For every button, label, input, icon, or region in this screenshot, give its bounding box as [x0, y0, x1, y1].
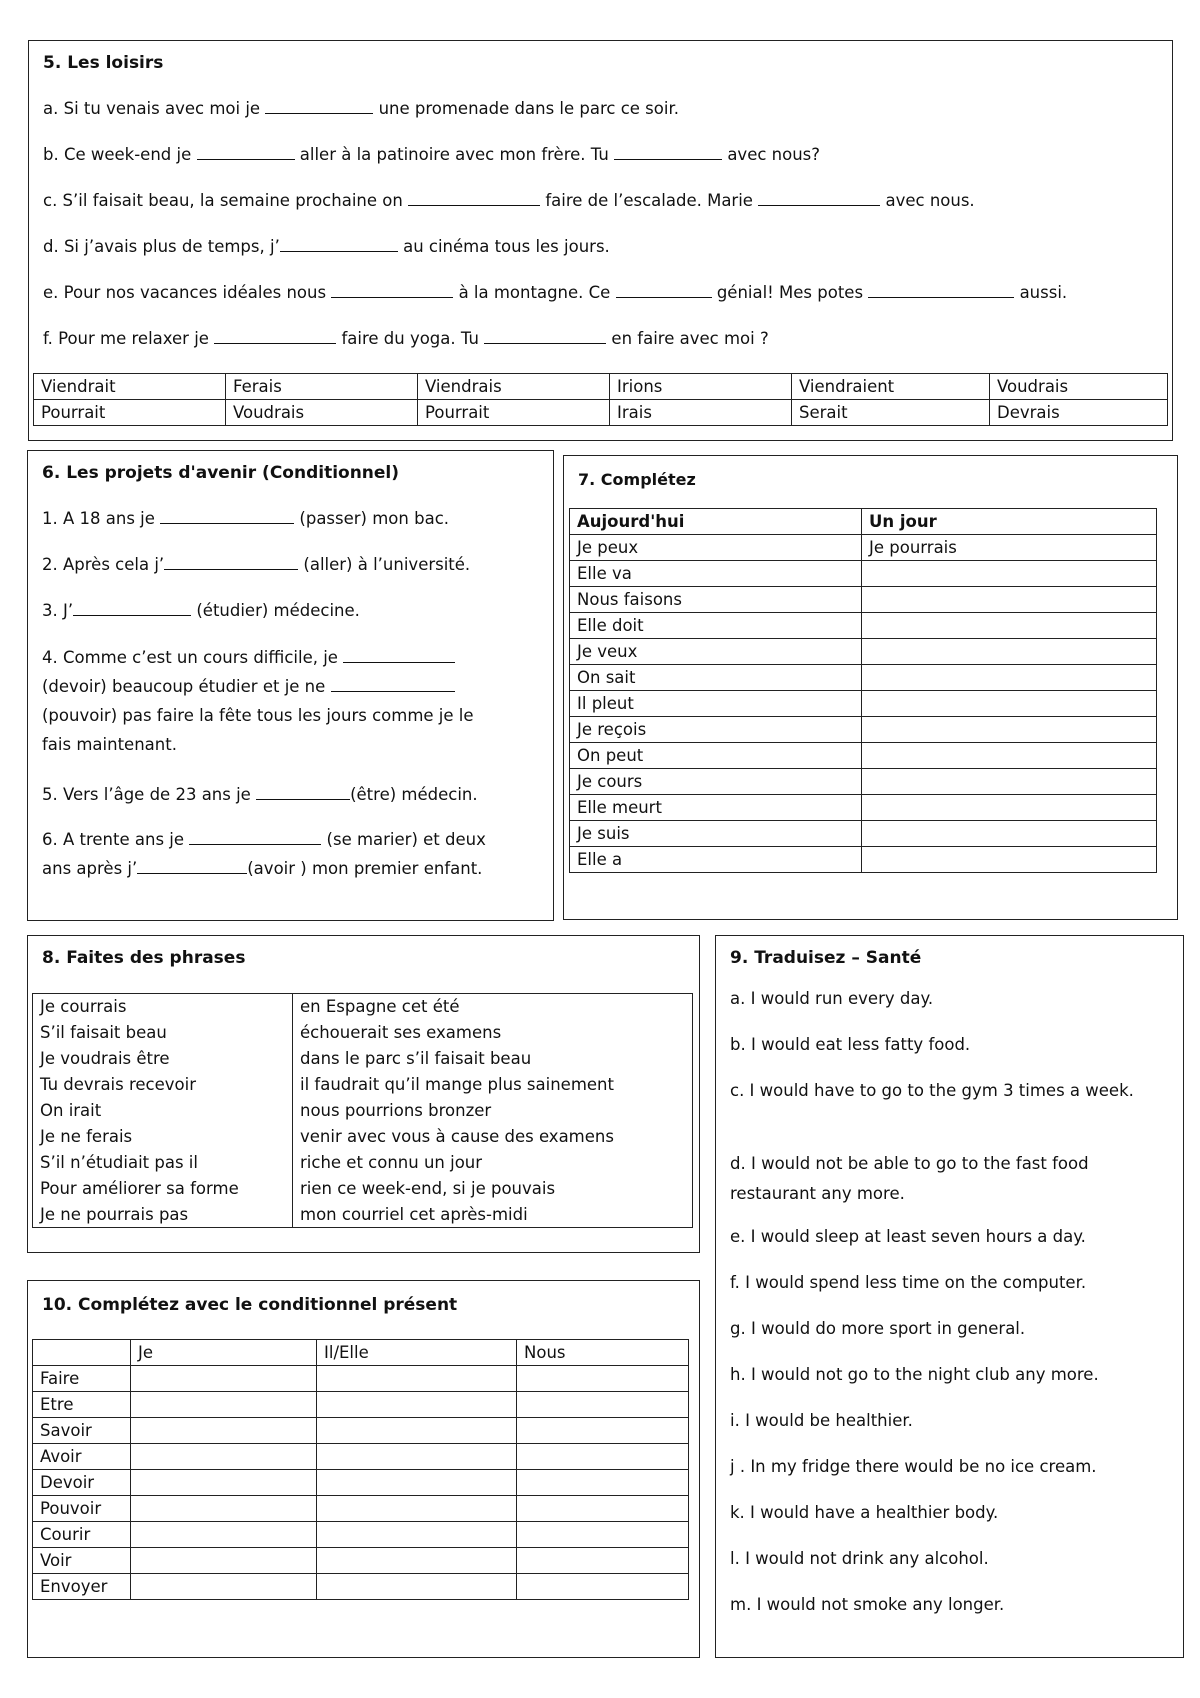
word-bank-cell: Pourrait	[34, 400, 226, 426]
today-cell: Il pleut	[570, 691, 862, 717]
verb-cell: Voir	[33, 1548, 131, 1574]
answer-blank[interactable]	[197, 145, 295, 160]
answer-cell[interactable]	[317, 1392, 517, 1418]
table-row	[570, 691, 1157, 717]
table-row	[33, 994, 693, 1020]
table-row	[33, 1150, 693, 1176]
answer-cell[interactable]	[317, 1496, 517, 1522]
answer-cell[interactable]	[131, 1522, 317, 1548]
table-row	[33, 1072, 693, 1098]
table-row	[33, 1522, 689, 1548]
exercise-5e: e. Pour nos vacances idéales nous à la montagne. Ce génial! Mes potes aussi.	[43, 283, 1068, 302]
section-6-title: 6. Les projets d'avenir (Conditionnel)	[42, 463, 400, 483]
translation-item: a. I would run every day.	[730, 989, 934, 1008]
exercise-5a: a. Si tu venais avec moi je une promenade dans le parc ce soir.	[43, 99, 679, 118]
section-5-title: 5. Les loisirs	[43, 53, 164, 73]
answer-cell[interactable]	[517, 1548, 689, 1574]
answer-blank[interactable]	[160, 509, 294, 524]
table-row	[33, 1444, 689, 1470]
translation-item: d. I would not be able to go to the fast food restaurant any more.	[730, 1154, 1089, 1203]
answer-cell[interactable]	[131, 1392, 317, 1418]
today-cell: Je cours	[570, 769, 862, 795]
today-cell: Elle doit	[570, 613, 862, 639]
answer-cell[interactable]	[517, 1522, 689, 1548]
sentence-start[interactable]: On irait	[33, 1098, 293, 1124]
verb-cell: Courir	[33, 1522, 131, 1548]
one-day-cell[interactable]	[862, 821, 1157, 847]
table-row	[33, 1470, 689, 1496]
word-bank-cell: Ferais	[226, 374, 418, 400]
translation-item: j . In my fridge there would be no ice cream.	[730, 1457, 1097, 1476]
exercise-5c: c. S’il faisait beau, la semaine prochaine on faire de l’escalade. Marie avec nous.	[43, 191, 975, 210]
answer-blank[interactable]	[164, 555, 298, 570]
exercise-5d: d. Si j’avais plus de temps, j’ au cinéma tous les jours.	[43, 237, 610, 256]
conditional-table	[32, 1339, 689, 1600]
table-row	[570, 847, 1157, 873]
table-row	[33, 1496, 689, 1522]
verb-cell: Devoir	[33, 1470, 131, 1496]
translation-item: m. I would not smoke any longer.	[730, 1595, 1005, 1614]
answer-cell[interactable]	[317, 1418, 517, 1444]
today-cell: Je peux	[570, 535, 862, 561]
answer-cell[interactable]	[131, 1366, 317, 1392]
answer-blank[interactable]	[614, 145, 722, 160]
answer-blank[interactable]	[408, 191, 540, 206]
conjugation-table	[569, 508, 1157, 873]
word-bank-table	[33, 373, 1168, 426]
answer-cell[interactable]	[317, 1522, 517, 1548]
answer-cell[interactable]	[131, 1548, 317, 1574]
answer-cell[interactable]	[317, 1470, 517, 1496]
word-bank-cell: Irais	[610, 400, 792, 426]
section-5	[28, 40, 1173, 441]
answer-blank[interactable]	[280, 237, 398, 252]
answer-cell[interactable]	[131, 1496, 317, 1522]
answer-cell[interactable]	[317, 1548, 517, 1574]
answer-cell[interactable]	[517, 1418, 689, 1444]
answer-cell[interactable]	[517, 1392, 689, 1418]
sentence-start[interactable]: Je courrais	[33, 994, 293, 1020]
answer-cell[interactable]	[517, 1470, 689, 1496]
word-bank-cell: Voudrais	[990, 374, 1168, 400]
answer-blank[interactable]	[616, 283, 712, 298]
one-day-cell[interactable]: Je pourrais	[862, 535, 1157, 561]
table-row	[33, 1418, 689, 1444]
sentence-end[interactable]: en Espagne cet été	[300, 997, 460, 1017]
translation-item: i. I would be healthier.	[730, 1411, 913, 1430]
section-9-title: 9. Traduisez – Santé	[730, 948, 922, 968]
exercise-6-1: 1. A 18 ans je (passer) mon bac.	[42, 509, 450, 528]
answer-blank[interactable]	[265, 99, 373, 114]
word-bank-cell: Irions	[610, 374, 792, 400]
table-header-row	[570, 509, 1157, 535]
one-day-cell[interactable]	[862, 639, 1157, 665]
answer-cell[interactable]	[517, 1496, 689, 1522]
table-row	[33, 1020, 693, 1046]
one-day-cell[interactable]	[862, 769, 1157, 795]
table-row	[33, 1574, 689, 1600]
sentence-start[interactable]: S’il n’étudiait pas il	[33, 1150, 293, 1176]
translation-item: e. I would sleep at least seven hours a day.	[730, 1227, 1086, 1246]
today-cell: Elle a	[570, 847, 862, 873]
table-row	[34, 374, 1168, 400]
word-bank-cell: Voudrais	[226, 400, 418, 426]
verb-cell: Pouvoir	[33, 1496, 131, 1522]
table-row	[33, 1098, 693, 1124]
translation-item: h. I would not go to the night club any more.	[730, 1365, 1099, 1384]
table-row	[570, 561, 1157, 587]
table-row	[33, 1392, 689, 1418]
answer-blank[interactable]	[137, 859, 247, 874]
table-row	[570, 535, 1157, 561]
section-9	[715, 935, 1184, 1658]
answer-cell[interactable]	[317, 1444, 517, 1470]
translation-item: b. I would eat less fatty food.	[730, 1035, 971, 1054]
column-header: Un jour	[862, 509, 1157, 535]
today-cell: On sait	[570, 665, 862, 691]
sentence-end[interactable]: venir avec vous à cause des examens	[300, 1127, 614, 1146]
one-day-cell[interactable]	[862, 587, 1157, 613]
exercise-6-6: 6. A trente ans je (se marier) et deux ans après j’ (avoir ) mon premier enfant.	[42, 830, 486, 878]
today-cell: Elle va	[570, 561, 862, 587]
answer-cell[interactable]	[517, 1574, 689, 1600]
exercise-6-4: 4. Comme c’est un cours difficile, je (devoir) beaucoup étudier et je ne (pouvoir) pas faire la fête tous les jours comme je le fais maintenant.	[42, 648, 474, 754]
sentence-end[interactable]: échouerait ses examens	[300, 1023, 502, 1042]
section-10-title: 10. Complétez avec le conditionnel présent	[42, 1295, 458, 1315]
section-10	[27, 1280, 700, 1658]
exercise-6-5: 5. Vers l’âge de 23 ans je (être) médecin.	[42, 785, 478, 804]
answer-cell[interactable]	[131, 1574, 317, 1600]
one-day-cell[interactable]	[862, 795, 1157, 821]
one-day-cell[interactable]	[862, 743, 1157, 769]
exercise-5f: f. Pour me relaxer je faire du yoga. Tu en faire avec moi ?	[43, 329, 769, 348]
table-row	[570, 665, 1157, 691]
one-day-cell[interactable]	[862, 561, 1157, 587]
section-7	[563, 455, 1178, 920]
sentence-start[interactable]: Tu devrais recevoir	[33, 1072, 293, 1098]
answer-cell[interactable]	[517, 1366, 689, 1392]
today-cell: Elle meurt	[570, 795, 862, 821]
table-row	[34, 400, 1168, 426]
one-day-cell[interactable]	[862, 717, 1157, 743]
translation-item: c. I would have to go to the gym 3 times a week.	[730, 1081, 1134, 1100]
section-8	[27, 935, 700, 1253]
sentence-end[interactable]: rien ce week-end, si je pouvais	[300, 1179, 556, 1198]
section-6	[27, 450, 554, 921]
answer-cell[interactable]	[517, 1444, 689, 1470]
table-row	[570, 795, 1157, 821]
column-header: Je	[131, 1340, 317, 1366]
table-row	[570, 821, 1157, 847]
answer-blank[interactable]	[331, 677, 455, 692]
table-row	[33, 1548, 689, 1574]
today-cell: On peut	[570, 743, 862, 769]
today-cell: Je veux	[570, 639, 862, 665]
table-row	[570, 743, 1157, 769]
answer-blank[interactable]	[256, 785, 350, 800]
answer-blank[interactable]	[73, 601, 191, 616]
table-row	[570, 587, 1157, 613]
answer-blank[interactable]	[343, 648, 455, 663]
table-row	[33, 1202, 693, 1228]
translation-item: f. I would spend less time on the computer.	[730, 1273, 1087, 1292]
one-day-cell[interactable]	[862, 691, 1157, 717]
answer-cell[interactable]	[317, 1574, 517, 1600]
verb-cell: Savoir	[33, 1418, 131, 1444]
today-cell: Je suis	[570, 821, 862, 847]
answer-blank[interactable]	[484, 329, 606, 344]
sentence-start[interactable]: S’il faisait beau	[33, 1020, 293, 1046]
verb-cell: Faire	[33, 1366, 131, 1392]
one-day-cell[interactable]	[862, 665, 1157, 691]
answer-blank[interactable]	[331, 283, 453, 298]
table-row	[570, 769, 1157, 795]
answer-cell[interactable]	[131, 1470, 317, 1496]
answer-cell[interactable]	[131, 1444, 317, 1470]
column-header: Aujourd'hui	[570, 509, 862, 535]
sentence-start[interactable]: Je voudrais être	[33, 1046, 293, 1072]
column-header: Il/Elle	[317, 1340, 517, 1366]
word-bank-cell: Viendraient	[792, 374, 990, 400]
sentence-start[interactable]: Pour améliorer sa forme	[33, 1176, 293, 1202]
word-bank-cell: Devrais	[990, 400, 1168, 426]
table-row	[33, 1366, 689, 1392]
today-cell: Je reçois	[570, 717, 862, 743]
translation-item: g. I would do more sport in general.	[730, 1319, 1026, 1338]
exercise-6-2: 2. Après cela j’ (aller) à l’université.	[42, 555, 471, 574]
answer-blank[interactable]	[868, 283, 1014, 298]
table-row	[570, 639, 1157, 665]
table-row	[570, 613, 1157, 639]
sentence-end[interactable]: il faudrait qu’il mange plus sainement	[300, 1075, 614, 1094]
answer-cell[interactable]	[317, 1366, 517, 1392]
sentence-end[interactable]: mon courriel cet après-midi	[300, 1204, 528, 1224]
answer-cell[interactable]	[131, 1418, 317, 1444]
verb-cell: Envoyer	[33, 1574, 131, 1600]
one-day-cell[interactable]	[862, 847, 1157, 873]
table-row	[33, 1176, 693, 1202]
column-header	[33, 1340, 131, 1366]
translation-item: k. I would have a healthier body.	[730, 1503, 999, 1522]
column-header: Nous	[517, 1340, 689, 1366]
section-8-title: 8. Faites des phrases	[42, 948, 246, 968]
answer-blank[interactable]	[189, 830, 321, 845]
sentence-end[interactable]: nous pourrions bronzer	[300, 1101, 492, 1120]
exercise-6-3: 3. J’ (étudier) médecine.	[42, 601, 360, 620]
one-day-cell[interactable]	[862, 613, 1157, 639]
verb-cell: Avoir	[33, 1444, 131, 1470]
word-bank-cell: Pourrait	[418, 400, 610, 426]
word-bank-cell: Viendrais	[418, 374, 610, 400]
sentence-start[interactable]: Je ne ferais	[33, 1124, 293, 1150]
sentence-end[interactable]: riche et connu un jour	[300, 1153, 483, 1172]
table-row	[570, 717, 1157, 743]
answer-blank[interactable]	[214, 329, 336, 344]
exercise-5b: b. Ce week-end je aller à la patinoire avec mon frère. Tu avec nous?	[43, 145, 821, 164]
table-row	[33, 1046, 693, 1072]
table-header-row	[33, 1340, 689, 1366]
word-bank-cell: Serait	[792, 400, 990, 426]
answer-blank[interactable]	[758, 191, 880, 206]
sentence-end[interactable]: dans le parc s’il faisait beau	[300, 1049, 532, 1068]
today-cell: Nous faisons	[570, 587, 862, 613]
table-row	[33, 1124, 693, 1150]
sentence-start[interactable]: Je ne pourrais pas	[33, 1202, 293, 1228]
word-bank-cell: Viendrait	[34, 374, 226, 400]
sentence-match-table	[32, 993, 693, 1228]
translation-item: l. I would not drink any alcohol.	[730, 1549, 989, 1568]
verb-cell: Etre	[33, 1392, 131, 1418]
section-7-title: 7. Complétez	[578, 470, 696, 489]
